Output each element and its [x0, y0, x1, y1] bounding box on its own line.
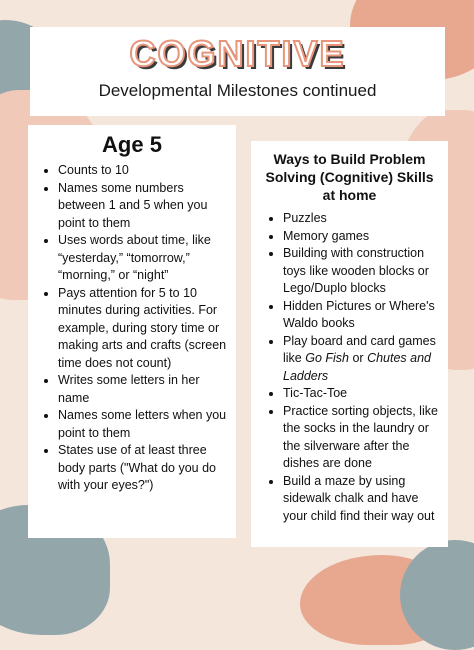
- list-item: • Puzzles: [283, 210, 444, 228]
- ways-card: [251, 141, 448, 547]
- game-name: Chutes and Ladders: [283, 351, 431, 383]
- list-item: • Names some letters when you point to them: [58, 407, 230, 442]
- list-item: • Uses words about time, like “yesterday,” “tomorrow,” “morning,” or “night”: [58, 232, 230, 285]
- ways-heading: Ways to Build Problem Solving (Cognitive) Skills at home: [265, 151, 434, 203]
- game-name: Go Fish: [305, 351, 349, 365]
- header-card: [30, 27, 445, 116]
- list-item: • Memory games: [283, 228, 444, 246]
- age-heading: Age 5: [102, 132, 162, 157]
- list-item: • States use of at least three body parts ("What do you do with your eyes?"): [58, 442, 230, 495]
- page-subtitle: Developmental Milestones continued: [98, 81, 377, 100]
- list-item: • Writes some letters in her name: [58, 372, 230, 407]
- list-item: • Names some numbers between 1 and 5 when you point to them: [58, 180, 230, 233]
- list-item: • Tic-Tac-Toe: [283, 385, 444, 403]
- game-item-connector: or: [349, 351, 368, 365]
- list-item: • Counts to 10: [58, 162, 230, 180]
- age-milestones-card: [28, 125, 236, 538]
- list-item: [283, 333, 444, 386]
- list-item: • Build a maze by using sidewalk chalk and have your child find their way out: [283, 473, 444, 526]
- list-item: • Hidden Pictures or Where's Waldo books: [283, 298, 444, 333]
- list-item: • Building with construction toys like wooden blocks or Lego/Duplo blocks: [283, 245, 444, 298]
- list-item: • Practice sorting objects, like the socks in the laundry or the silverware after the dishes are done: [283, 403, 444, 473]
- ways-list: [251, 210, 448, 525]
- milestone-list: [28, 162, 236, 495]
- game-item-prefix: Play board and card games like: [283, 333, 436, 365]
- page-title: COGNITIVE: [129, 33, 346, 74]
- list-item: • Pays attention for 5 to 10 minutes during activities. For example, during story time or making arts and crafts (screen time does not count): [58, 285, 230, 373]
